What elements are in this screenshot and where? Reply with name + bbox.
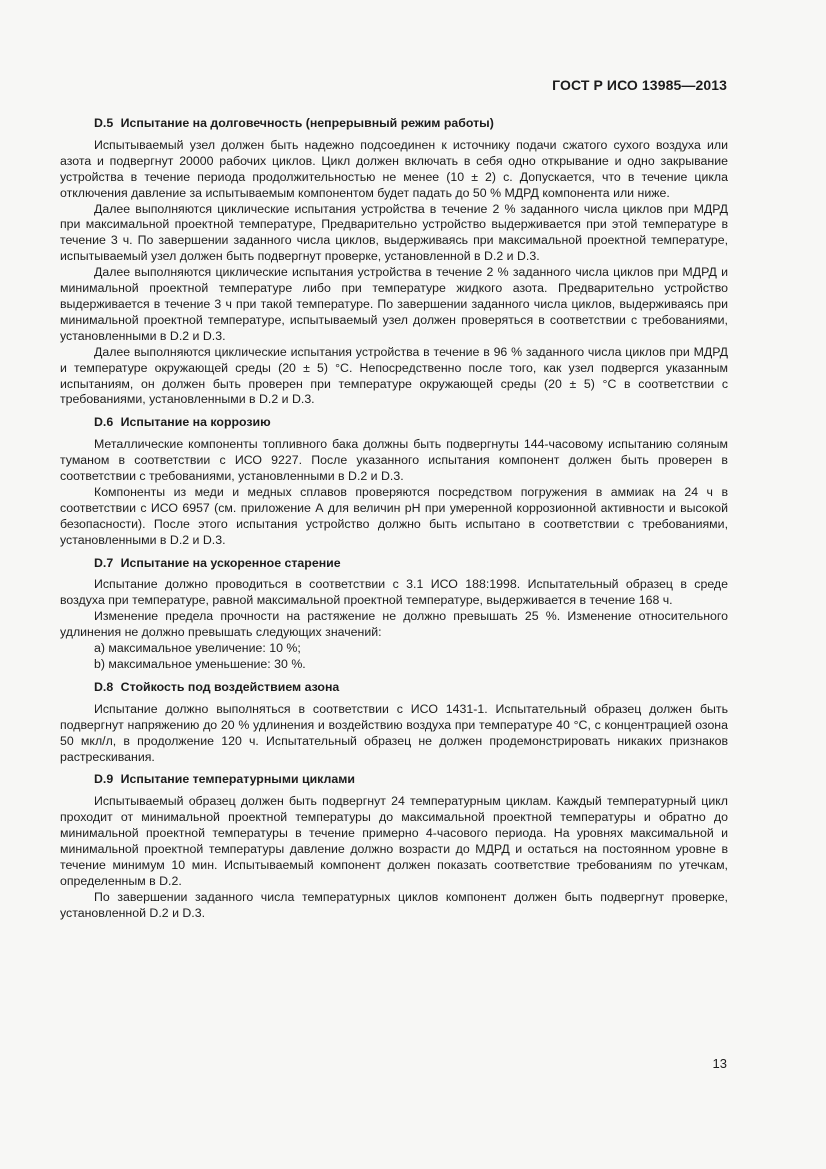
section-d7 [60, 556, 728, 673]
section-number: D.7 [94, 555, 114, 570]
section-number: D.8 [94, 679, 114, 694]
paragraph: По завершении заданного числа температурных циклов компонент должен быть подвергнут проверке, установленной D.2 и D.3. [60, 889, 728, 920]
section-title: Стойкость под воздействием азона [120, 679, 340, 694]
section-title: Испытание на коррозию [120, 415, 271, 430]
paragraph: Изменение предела прочности на растяжение не должно превышать 25 %. Изменение относительного удлинения не должно превышать следующих значений: [60, 609, 728, 640]
section-title: Испытание температурными циклами [120, 772, 355, 787]
paragraph: Испытываемый образец должен быть подвергнут 24 температурным циклам. Каждый температурный цикл проходит от минимальной проектной температуры до максимальной проектной температуры и обратно до минимальной проектной температуры в течение примерно 4-часового периода. На уровнях максимальной и минимальной проектной температуры давление должно возрасти до МДРД и остаться на постоянном уровне в течение минимум 10 мин. Испытываемый компонент должен показать соответствие требованиям по утечкам, определенным в D.2. [60, 794, 728, 888]
section-d8 [60, 680, 728, 766]
section-heading [94, 415, 728, 431]
section-heading [94, 116, 728, 132]
section-d5 [60, 116, 728, 408]
list-item: a) максимальное увеличение: 10 %; [94, 641, 301, 656]
document-body [60, 116, 728, 929]
section-title: Испытание на ускоренное старение [120, 555, 341, 570]
paragraph: Далее выполняются циклические испытания устройства в течение в 96 % заданного числа циклов при МДРД и температуре окружающей среды (20 ± 5) °С. Непосредственно после того, как узел подвергся указанным испытаниям, он должен быть проверен при температуре окружающей среды (20 ± 5) °С в соответствии с требованиями, установленными в D.2 и D.3. [60, 344, 728, 407]
paragraph: Далее выполняются циклические испытания устройства в течение 2 % заданного числа циклов при МДРД и минимальной проектной температуре либо при температуре жидкого азота. Предварительно устройство выдерживается в течение 3 ч при такой температуре. По завершении заданного числа циклов, выдерживаясь при минимальной проектной температуре, испытываемый узел должен проверяться в соответствии с требованиями, установленными в D.2 и D.3. [60, 265, 728, 343]
section-number: D.6 [94, 415, 114, 430]
section-d9 [60, 772, 728, 921]
section-number: D.5 [94, 116, 114, 130]
paragraph: Испытание должно проводиться в соответствии с 3.1 ИСО 188:1998. Испытательный образец в среде воздуха при температуре, равной максимальной проектной температуре, выдерживается в течение 168 ч. [60, 577, 728, 608]
section-heading [94, 680, 728, 696]
paragraph: Далее выполняются циклические испытания устройства в течение 2 % заданного числа циклов при МДРД при максимальной проектной температуре, Предварительно устройство выдерживается при этой температуре в течение 3 ч. По завершении заданного числа циклов, выдерживаясь при максимальной проектной температуре, испытываемый узел должен быть подвергнут проверке, установленной в D.2 и D.3. [60, 201, 728, 264]
paragraph: Испытание должно выполняться в соответствии с ИСО 1431-1. Испытательный образец должен быть подвергнут напряжению до 20 % удлинения и воздействию воздуха при температуре 40 °С, с концентрацией озона 50 мкл/л, в продолжение 120 ч. Испытательный образец не должен продемонстрировать никаких признаков растрескивания. [60, 701, 728, 764]
section-heading [94, 556, 728, 572]
page-number: 13 [712, 1056, 727, 1071]
section-heading [94, 772, 728, 788]
list-item: b) максимальное уменьшение: 30 %. [94, 657, 306, 671]
paragraph: Металлические компоненты топливного бака должны быть подвергнуты 144-часовому испытанию соляным туманом в соответствии с ИСО 9227. После указанного испытания компонент должен быть проверен в соответствии с требованиями, установленными в D.2 и D.3. [60, 437, 728, 484]
section-title: Испытание на долговечность (непрерывный режим работы) [120, 116, 494, 130]
section-number: D.9 [94, 772, 114, 787]
paragraph: Компоненты из меди и медных сплавов проверяются посредством погружения в аммиак на 24 ч в соответствии с ИСО 6957 (см. приложение А для величин рН при умеренной коррозионной активности и высокой безопасности). После этого испытания устройство должно быть испытано в соответствии с требованиями, установленными в D.2 и D.3. [60, 484, 728, 547]
document-code-header: ГОСТ Р ИСО 13985—2013 [552, 77, 727, 93]
section-d6 [60, 415, 728, 548]
paragraph: Испытываемый узел должен быть надежно подсоединен к источнику подачи сжатого сухого воздуха или азота и подвергнут 20000 рабочих циклов. Цикл должен включать в себя одно открывание и одно закрывание устройства в течение периода продолжительностью не менее (10 ± 2) с. Допускается, что в течение цикла отключения давление за испытываемым компонентом будет падать до 50 % МДРД компонента или ниже. [60, 137, 728, 200]
